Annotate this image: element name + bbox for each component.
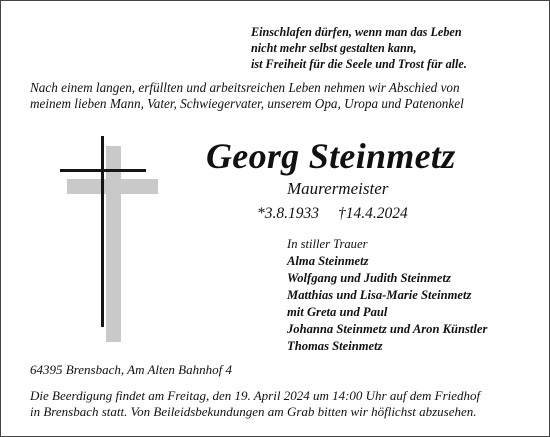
- funeral-line: in Brensbach statt. Von Beileidsbekundungen am Grab bitten wir höflichst abzusehen.: [30, 404, 477, 419]
- mourner-name: Thomas Steinmetz: [287, 339, 383, 353]
- deceased-profession: Maurermeister: [287, 179, 389, 198]
- mourner-name: mit Greta und Paul: [287, 305, 388, 319]
- quote-line: ist Freiheit für die Seele und Trost für alle.: [251, 57, 467, 71]
- mourner-name: Alma Steinmetz: [287, 254, 369, 268]
- mourners-list: [287, 236, 487, 355]
- memorial-quote: [251, 24, 467, 72]
- cross-beam-vertical: [101, 136, 104, 327]
- cross-shadow-vertical: [106, 146, 121, 342]
- mourner-name: Matthias und Lisa-Marie Steinmetz: [287, 288, 472, 302]
- intro-line: Nach einem langen, erfüllten und arbeitsreichen Leben nehmen wir Abschied von: [30, 80, 460, 95]
- funeral-line: Die Beerdigung findet am Freitag, den 19. April 2024 um 14:00 Uhr auf dem Friedhof: [30, 388, 481, 403]
- life-dates: [257, 204, 408, 224]
- birth-date: *3.8.1933: [257, 205, 319, 222]
- mourner-name: Wolfgang und Judith Steinmetz: [287, 271, 451, 285]
- mourner-name: Johanna Steinmetz und Aron Künstler: [287, 322, 488, 336]
- mourners-label: In stiller Trauer: [287, 237, 368, 251]
- deceased-name: Georg Steinmetz: [206, 136, 456, 176]
- cross-beam-horizontal: [60, 169, 146, 172]
- family-address: 64395 Brensbach, Am Alten Bahnhof 4: [30, 362, 232, 377]
- quote-line: nicht mehr selbst gestalten kann,: [251, 41, 417, 55]
- intro-line: meinem lieben Mann, Vater, Schwiegervater, unserem Opa, Uropa und Patenonkel: [30, 96, 464, 111]
- funeral-notice: [30, 388, 480, 420]
- quote-line: Einschlafen dürfen, wenn man das Leben: [251, 25, 462, 39]
- cross-shadow-horizontal: [67, 179, 158, 194]
- death-date: †14.4.2024: [338, 205, 408, 222]
- farewell-intro: [30, 80, 464, 112]
